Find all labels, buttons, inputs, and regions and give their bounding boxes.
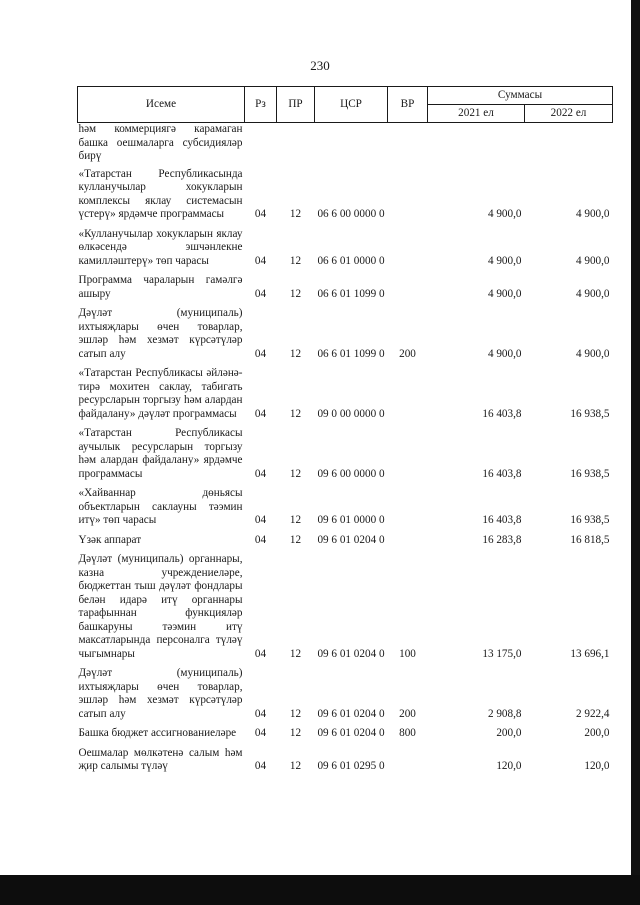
- row-amount-2022: 16 938,5: [570, 467, 610, 480]
- row-csr: 06 6 01 1099 0: [317, 287, 385, 300]
- row-csr: 09 6 01 0204 0: [317, 533, 385, 546]
- table-row: [78, 487, 613, 534]
- header-year-2022: 2022 ел: [525, 105, 613, 123]
- table-body: [78, 123, 613, 780]
- row-rz: 04: [254, 760, 267, 772]
- row-amount-2022: 4 900,0: [575, 347, 610, 360]
- row-vr: [388, 534, 428, 554]
- row-vr: 200: [399, 707, 416, 720]
- row-amount-2022: 16 938,5: [570, 514, 610, 526]
- row-amount-2021: 200,0: [496, 727, 522, 739]
- row-rz: 04: [254, 467, 267, 480]
- row-vr: [388, 427, 428, 487]
- row-amount-2021: 16 403,8: [482, 407, 522, 420]
- row-csr: 09 6 01 0295 0: [317, 760, 385, 772]
- page-number: 230: [310, 58, 330, 73]
- header-year-2021: 2021 ел: [428, 105, 525, 123]
- row-amount-2022: 120,0: [584, 760, 610, 772]
- row-rz: 04: [254, 647, 267, 660]
- row-csr: 06 6 00 0000 0: [317, 208, 385, 220]
- row-amount-2022: 4 900,0: [575, 208, 610, 220]
- row-rz: [245, 123, 277, 168]
- row-csr: 09 6 00 0000 0: [317, 467, 385, 480]
- row-amount-2021: 13 175,0: [482, 647, 522, 660]
- table-row: [78, 367, 613, 427]
- row-vr: [388, 168, 428, 228]
- scan-edge-right: [631, 0, 640, 905]
- header-name: Исеме: [78, 87, 245, 123]
- row-name: Дәүләт (муниципаль) органнары, казна учреждениеләре, бюджеттан тыш дәүләт фондлары белән идарә итү органнары тарафыннан функцияләр башкаруны тәэмин итү максатларында персоналга түләү чыгымнары: [78, 553, 243, 660]
- row-amount-2022: [525, 123, 613, 168]
- row-pr: 12: [289, 347, 302, 360]
- row-rz: 04: [254, 254, 267, 267]
- table-row: [78, 168, 613, 228]
- table-row: [78, 553, 613, 667]
- row-name: «Хайваннар дөньясы объектларын саклауны тәэмин итү» төп чарасы: [78, 487, 243, 526]
- row-amount-2021: 4 900,0: [487, 347, 522, 360]
- row-vr: [388, 123, 428, 168]
- row-pr: 12: [289, 208, 302, 220]
- row-pr: 12: [289, 254, 302, 267]
- table-row: [78, 427, 613, 487]
- row-name: «Кулланучылар хокукларын яклау өлкәсендә эшчәнлекне камилләштерү» төп чарасы: [78, 227, 243, 267]
- row-csr: [315, 123, 388, 168]
- row-name: Программа чараларын гамәлгә ашыру: [78, 274, 243, 300]
- header-pr: ПР: [277, 87, 315, 123]
- table-row: [78, 667, 613, 727]
- row-vr: 200: [399, 347, 416, 360]
- row-amount-2022: 16 938,5: [570, 407, 610, 420]
- budget-table: [77, 86, 613, 780]
- scan-edge-bottom: [0, 875, 640, 905]
- row-amount-2022: 4 900,0: [575, 254, 610, 267]
- row-amount-2021: 16 403,8: [482, 514, 522, 526]
- row-amount-2022: 200,0: [584, 727, 610, 739]
- row-name: Башка бюджет ассигнованиеләре: [78, 727, 237, 739]
- row-vr: 800: [399, 727, 416, 739]
- row-pr: 12: [289, 727, 302, 739]
- row-amount-2021: 16 283,8: [482, 533, 522, 546]
- row-name: Дәүләт (муниципаль) ихтыяҗлары өчен товарлар, эшләр һәм хезмәт күрсәтүләр сатып алу: [78, 307, 243, 360]
- row-name: «Татарстан Республикасы аучылык ресурсларын торгызу һәм алардан файдалану» ярдәмче программасы: [78, 427, 243, 480]
- row-rz: 04: [254, 347, 267, 360]
- row-amount-2021: 4 900,0: [487, 208, 522, 220]
- row-csr: 09 6 01 0204 0: [317, 647, 385, 660]
- header-rz: Рз: [245, 87, 277, 123]
- table-row: [78, 747, 613, 780]
- row-amount-2021: 4 900,0: [487, 287, 522, 300]
- row-name: Үзәк аппарат: [78, 533, 142, 546]
- row-amount-2021: 4 900,0: [487, 254, 522, 267]
- row-csr: 06 6 01 0000 0: [317, 254, 385, 267]
- row-csr: 06 6 01 1099 0: [317, 347, 385, 360]
- row-amount-2021: 16 403,8: [482, 467, 522, 480]
- row-csr: 09 6 01 0204 0: [317, 707, 385, 720]
- row-vr: 100: [399, 647, 416, 660]
- row-pr: 12: [289, 533, 302, 546]
- table-row: [78, 274, 613, 307]
- row-name: һәм коммерциягә карамаган башка оешмаларга субсидияләр бирү: [78, 123, 243, 162]
- row-pr: 12: [289, 707, 302, 720]
- header-csr: ЦСР: [315, 87, 388, 123]
- row-amount-2021: 120,0: [496, 760, 522, 772]
- row-name: Оешмалар мөлкәтенә салым һәм җир салымы түләү: [78, 746, 243, 772]
- row-amount-2022: 2 922,4: [575, 707, 610, 720]
- row-pr: 12: [289, 407, 302, 420]
- row-name: Дәүләт (муниципаль) ихтыяҗлары өчен товарлар, эшләр һәм хезмәт күрсәтүләр сатып алу: [78, 667, 243, 720]
- row-amount-2022: 16 818,5: [570, 533, 610, 546]
- header-sums: Суммасы: [428, 87, 613, 105]
- row-amount-2022: 4 900,0: [575, 287, 610, 300]
- table-row: [78, 228, 613, 275]
- table-row: [78, 123, 613, 168]
- row-csr: 09 6 01 0000 0: [317, 514, 385, 526]
- row-amount-2021: 2 908,8: [487, 707, 522, 720]
- row-amount-2021: [428, 123, 525, 168]
- row-vr: [388, 367, 428, 427]
- row-rz: 04: [254, 727, 267, 739]
- row-pr: 12: [289, 647, 302, 660]
- row-vr: [388, 487, 428, 534]
- row-vr: [388, 228, 428, 275]
- row-csr: 09 0 00 0000 0: [317, 407, 385, 420]
- row-pr: 12: [289, 467, 302, 480]
- row-pr: 12: [289, 760, 302, 772]
- header-vr: ВР: [388, 87, 428, 123]
- row-rz: 04: [254, 208, 267, 220]
- row-amount-2022: 13 696,1: [570, 647, 610, 660]
- row-pr: [277, 123, 315, 168]
- row-csr: 09 6 01 0204 0: [317, 727, 385, 739]
- row-pr: 12: [289, 514, 302, 526]
- table-row: [78, 534, 613, 554]
- row-rz: 04: [254, 707, 267, 720]
- table-row: [78, 307, 613, 367]
- row-rz: 04: [254, 533, 267, 546]
- row-pr: 12: [289, 287, 302, 300]
- row-name: «Татарстан Республикасында кулланучылар хокукларын комплексы яклау системасын үстерү» ярдәмче программасы: [78, 167, 243, 220]
- row-vr: [388, 274, 428, 307]
- table-row: [78, 727, 613, 747]
- row-rz: 04: [254, 287, 267, 300]
- table-header: [78, 87, 613, 123]
- row-vr: [388, 747, 428, 780]
- row-name: «Татарстан Республикасы әйләнә-тирә мохитен саклау, табигать ресурсларын торгызу һәм алардан файдалану» дәүләт программасы: [78, 367, 243, 420]
- row-rz: 04: [254, 514, 267, 526]
- row-rz: 04: [254, 407, 267, 420]
